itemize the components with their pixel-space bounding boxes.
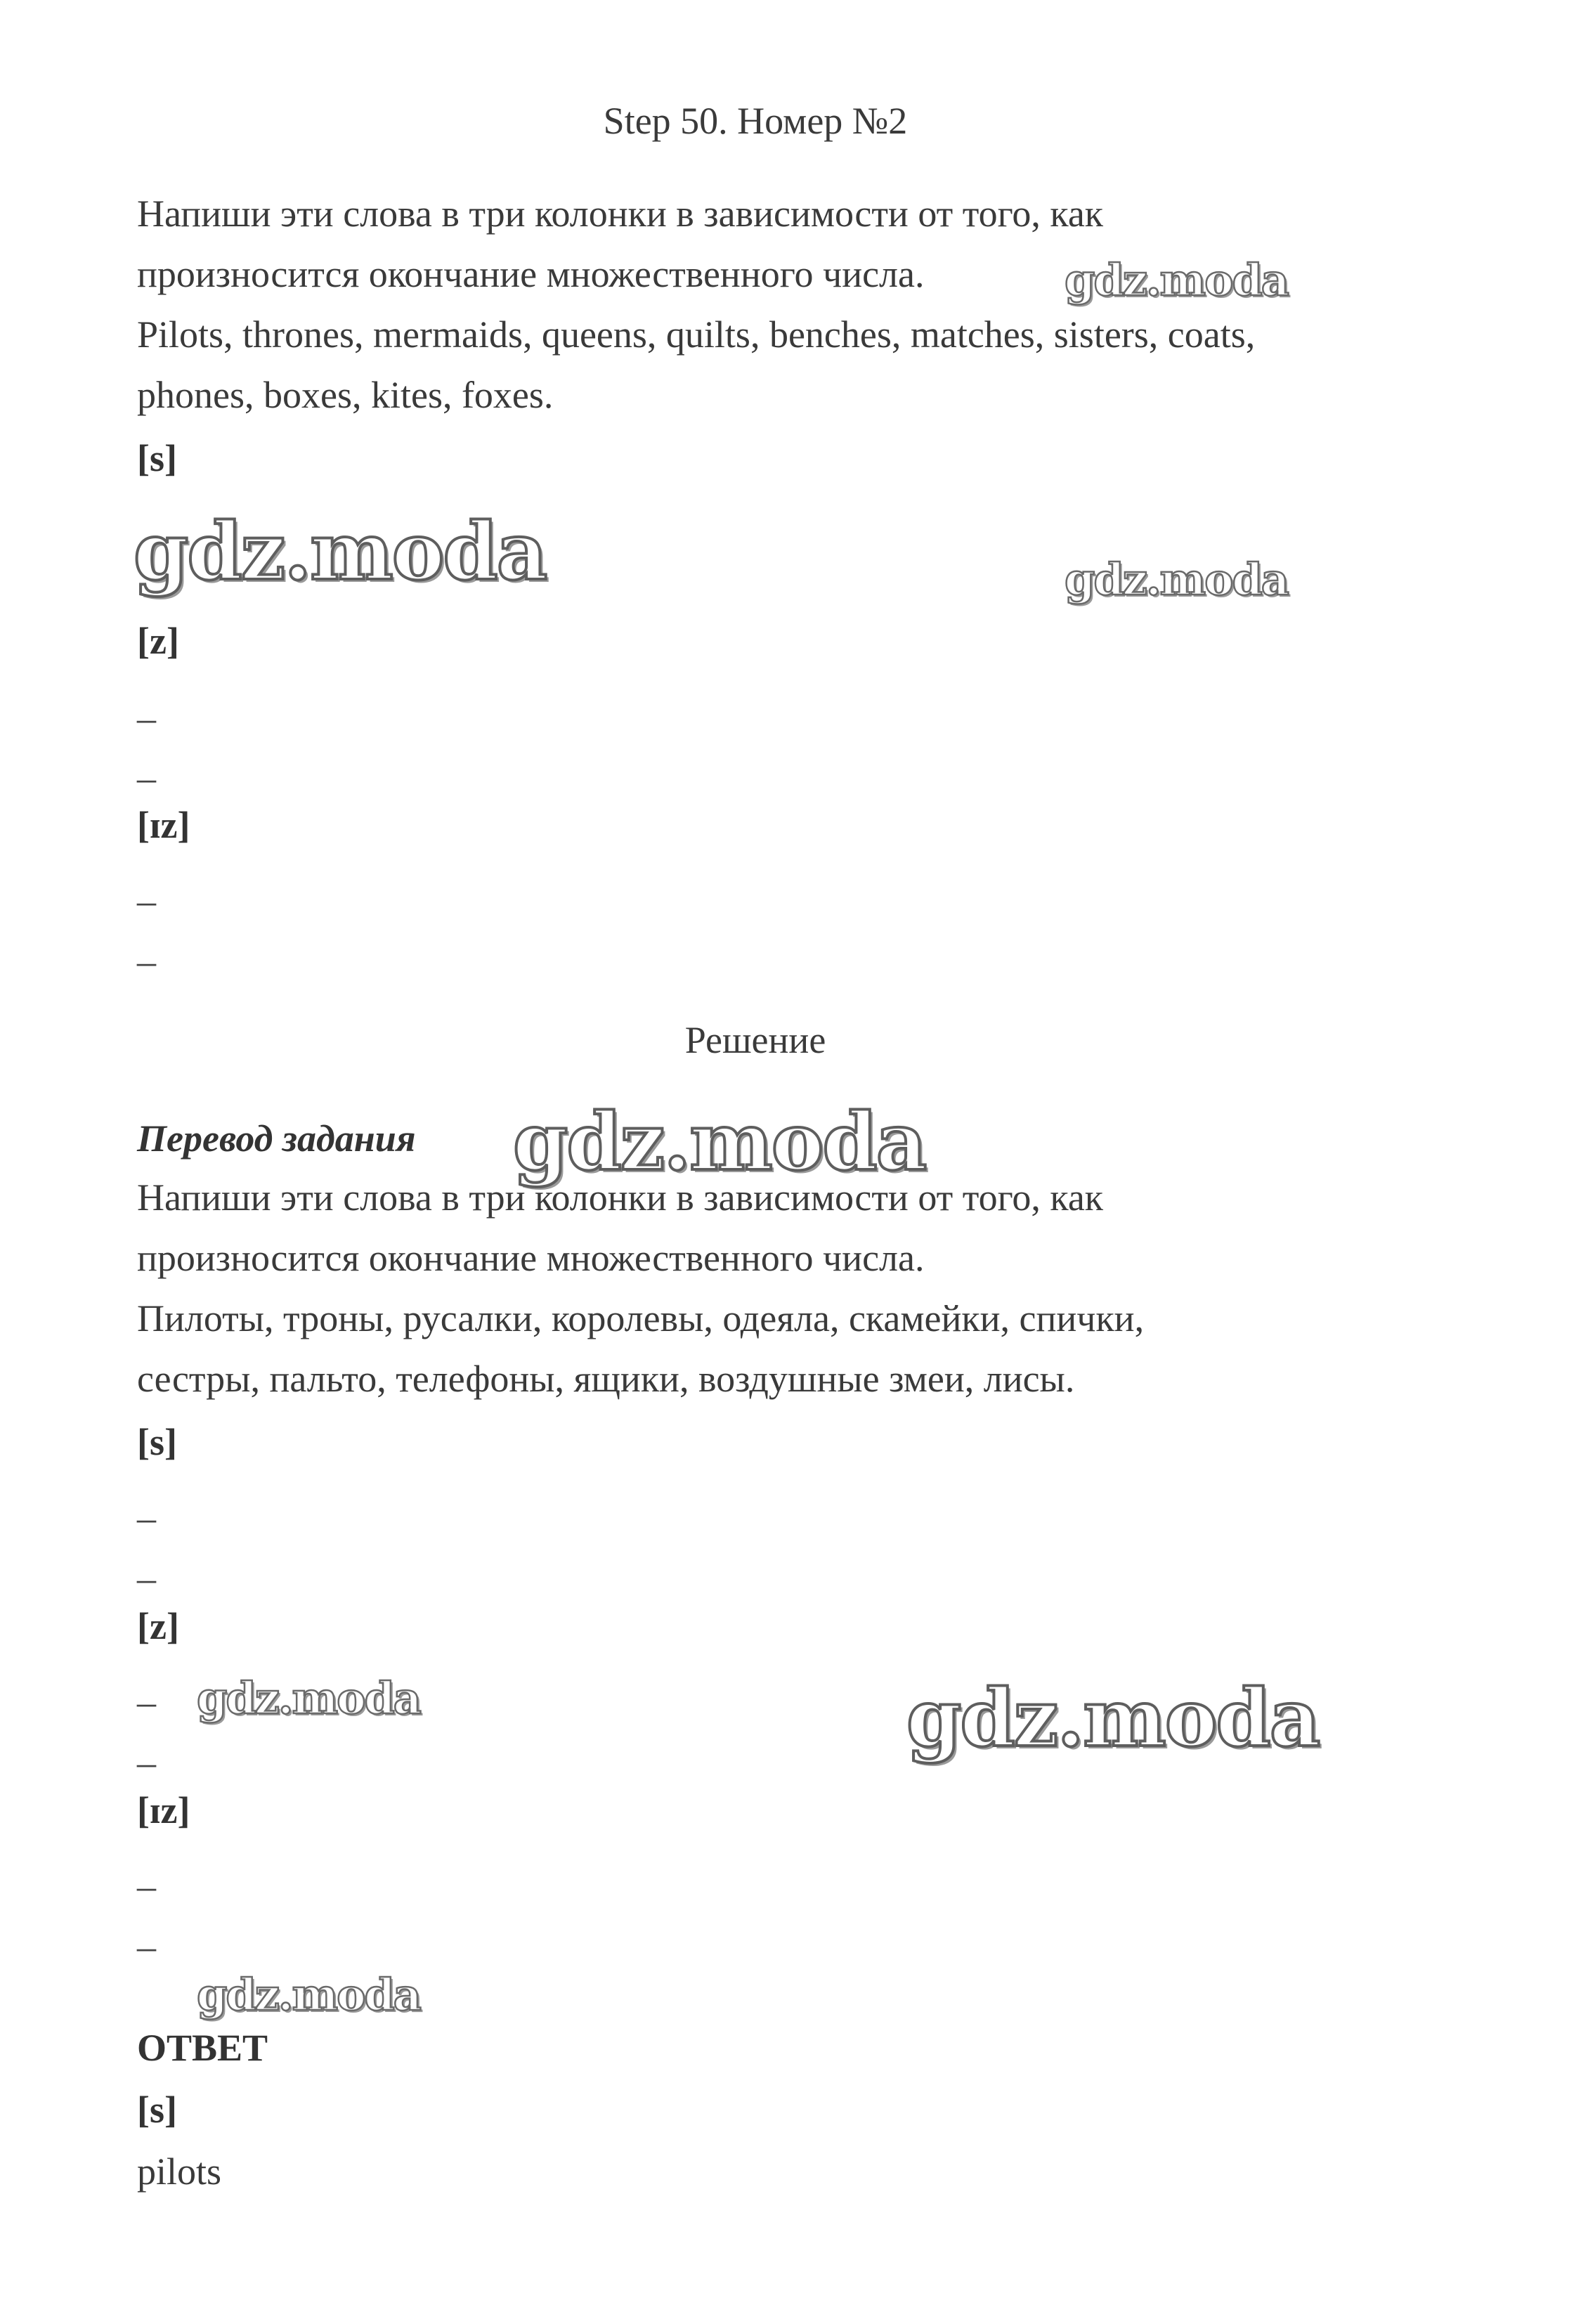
answer-heading: ОТВЕТ (137, 2027, 268, 2069)
watermark: gdz.moda (513, 1096, 926, 1188)
solution-z-dash-2: – (137, 1741, 156, 1784)
watermark: gdz.moda (134, 506, 547, 598)
watermark: gdz.moda (906, 1673, 1320, 1765)
page-title: Step 50. Номер №2 (603, 100, 908, 142)
solution-heading: Решение (684, 1019, 826, 1061)
solution-iz-dash-1: – (137, 1865, 156, 1907)
task-words-line-2: phones, boxes, kites, foxes. (137, 374, 554, 416)
solution-column-s-label: [s] (137, 1421, 177, 1463)
solution-words-line-1: Пилоты, троны, русалки, королевы, одеяла, скамейки, спички, (137, 1297, 1145, 1339)
watermark: gdz.moda (197, 1969, 420, 2020)
task-iz-dash-2: – (137, 940, 156, 982)
task-instruction-line-2: произносится окончание множественного числа. (137, 253, 925, 295)
solution-column-z-label: [z] (137, 1605, 179, 1647)
task-z-dash-2: – (137, 757, 156, 799)
answer-column-s-label: [s] (137, 2089, 177, 2131)
task-iz-dash-1: – (137, 880, 156, 922)
watermark: gdz.moda (1065, 254, 1288, 306)
solution-z-dash-1: – (137, 1681, 156, 1723)
solution-words-line-2: сестры, пальто, телефоны, ящики, воздушные змеи, лисы. (137, 1358, 1075, 1400)
solution-s-dash-1: – (137, 1497, 156, 1539)
solution-instruction-line-2: произносится окончание множественного числа. (137, 1237, 925, 1279)
solution-s-dash-2: – (137, 1557, 156, 1599)
task-instruction-line-1: Напиши эти слова в три колонки в зависимости от того, как (137, 193, 1104, 235)
watermark: gdz.moda (197, 1673, 420, 1724)
answer-s-word-1: pilots (137, 2150, 222, 2193)
translation-heading: Перевод задания (137, 1117, 416, 1160)
task-column-iz-label: [ɪz] (137, 804, 190, 846)
solution-instruction-line-1: Напиши эти слова в три колонки в зависимости от того, как (137, 1176, 1104, 1219)
task-words-line-1: Pilots, thrones, mermaids, queens, quilts, benches, matches, sisters, coats, (137, 313, 1256, 356)
task-column-s-label: [s] (137, 437, 177, 479)
solution-iz-dash-2: – (137, 1926, 156, 1968)
watermark: gdz.moda (1065, 554, 1288, 605)
task-z-dash-1: – (137, 697, 156, 739)
solution-column-iz-label: [ɪz] (137, 1789, 190, 1831)
task-column-z-label: [z] (137, 620, 179, 662)
